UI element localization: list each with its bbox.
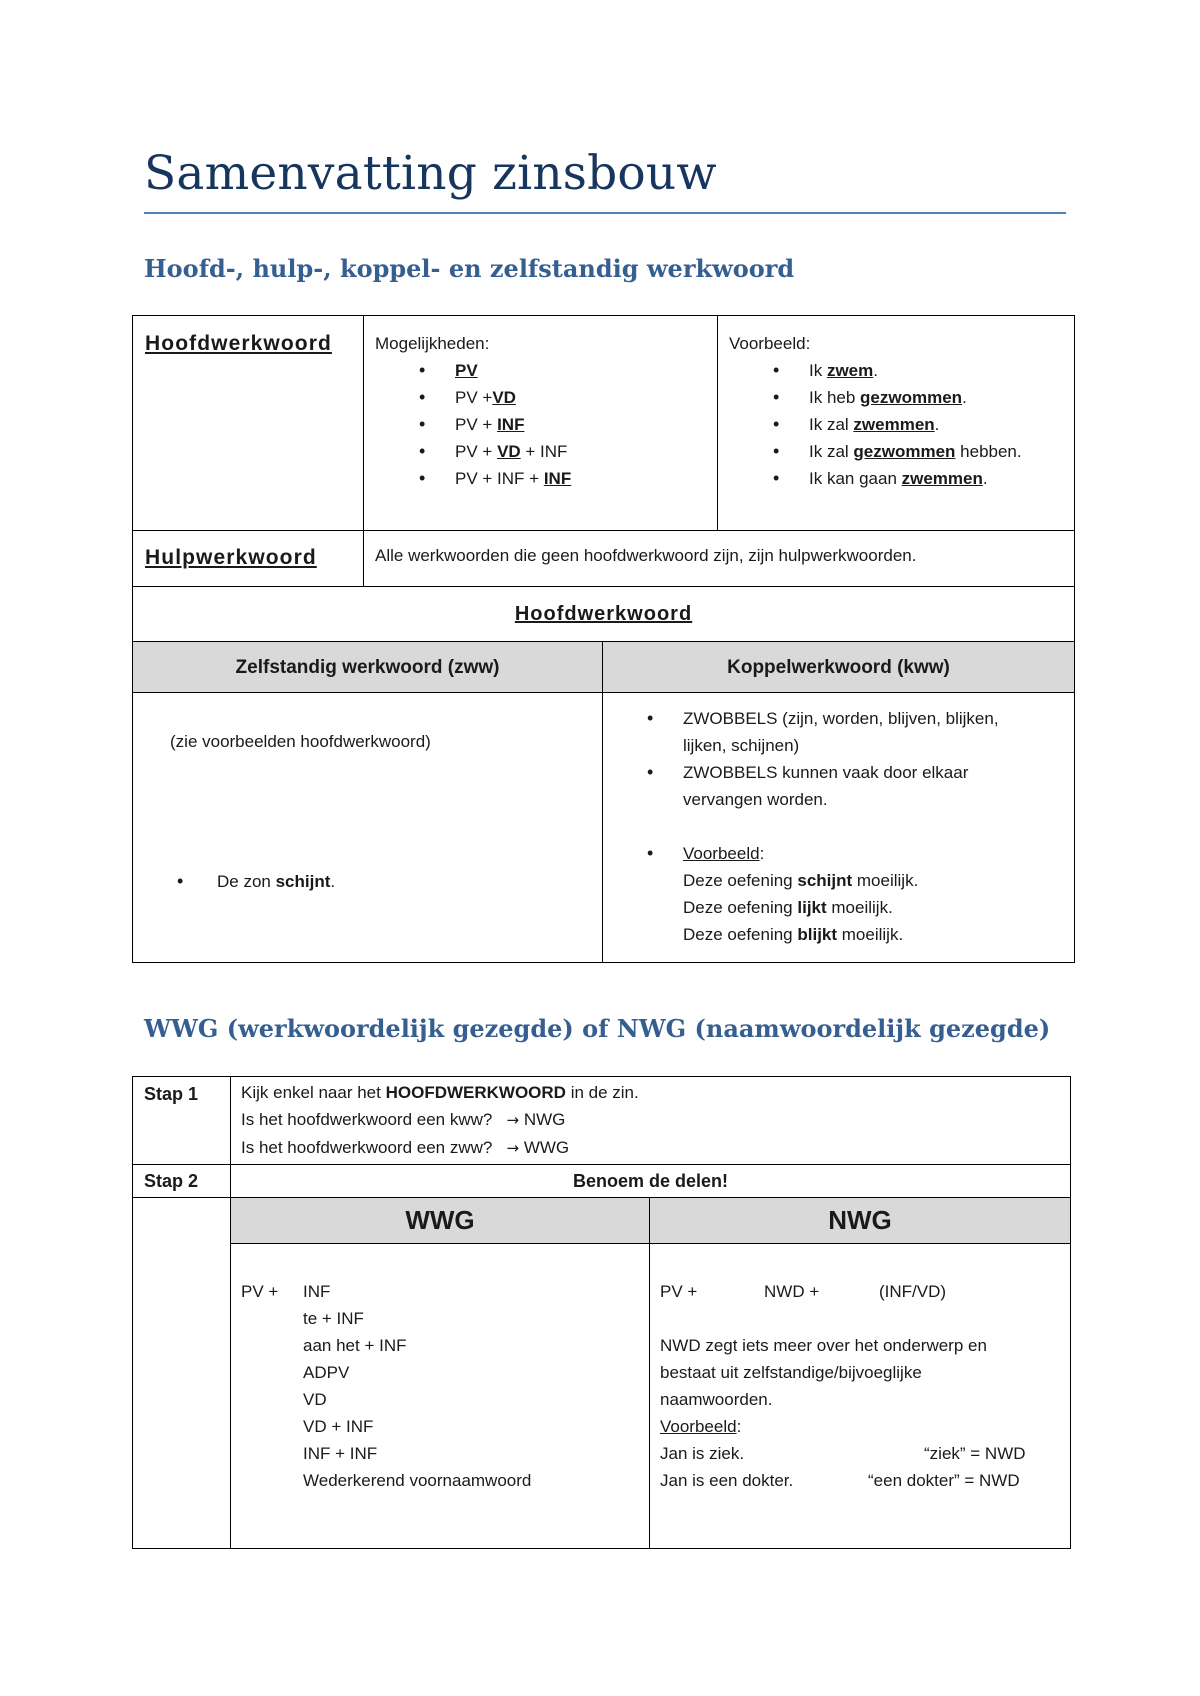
nwg-example-2-result: “een dokter” = NWD <box>868 1471 1020 1490</box>
stap2-spacer <box>133 1198 231 1549</box>
list-item: • Ik heb gezwommen. <box>729 384 1074 411</box>
mogelijkheden-list <box>375 357 717 492</box>
stap2-text: Benoem de delen! <box>231 1165 1071 1198</box>
list-item: • ZWOBBELS (zijn, worden, blijven, blijken, lijken, schijnen) <box>603 705 1074 759</box>
kww-cell <box>603 693 1075 963</box>
zww-example-list <box>133 868 602 895</box>
nwg-example-1-result: “ziek” = NWD <box>924 1444 1026 1463</box>
nwg-cell <box>650 1244 1071 1549</box>
nwg-example-1: Jan is ziek. <box>660 1444 745 1463</box>
kww-list <box>603 705 1074 948</box>
arrow-icon: → <box>506 1111 520 1129</box>
section-heading-werkwoorden: Hoofd-, hulp-, koppel- en zelfstandig werkwoord <box>144 254 795 283</box>
stap1-content: Kijk enkel naar het HOOFDWERKWOORD in de zin. Is het hoofdwerkwoord een kww? → NWG Is het hoofdwerkwoord een zww? → WWG <box>231 1077 1071 1165</box>
list-item: • Ik kan gaan zwemmen. <box>729 465 1074 492</box>
list-item: te + INF <box>303 1309 364 1328</box>
title-underline <box>144 212 1066 214</box>
list-item: • Voorbeeld: Deze oefening schijnt moeilijk. Deze oefening lijkt moeilijk. Deze oefening blijkt moeilijk. <box>603 840 1074 948</box>
list-item: VD <box>303 1390 327 1409</box>
nwg-example-2: Jan is een dokter. <box>660 1471 794 1490</box>
werkwoord-table <box>132 315 1075 587</box>
wwg-list <box>303 1278 531 1494</box>
list-item: • PV +VD <box>375 384 717 411</box>
stap1-label: Stap 1 <box>133 1077 231 1165</box>
nwg-voorbeeld-label: Voorbeeld: <box>660 1417 742 1436</box>
nwg-pv: PV + <box>660 1282 698 1301</box>
list-item: • De zon schijnt. <box>133 868 602 895</box>
list-item: INF <box>303 1282 331 1301</box>
gezegde-table <box>132 1076 1071 1549</box>
voorbeeld-title: Voorbeeld: <box>729 334 811 353</box>
list-item: • PV + INF + INF <box>375 465 717 492</box>
nwg-nwd: NWD + <box>764 1282 820 1301</box>
zww-note: (zie voorbeelden hoofdwerkwoord) <box>170 732 431 751</box>
hulpwerkwoord-label: Hulpwerkwoord <box>133 531 364 587</box>
list-item: VD + INF <box>303 1417 374 1436</box>
zww-kww-table <box>132 586 1075 963</box>
nwg-description: NWD zegt iets meer over het onderwerp en bestaat uit zelfstandige/bijvoeglijke naamwoorden. <box>660 1336 987 1409</box>
list-item: Wederkerend voornaamwoord <box>303 1471 532 1490</box>
kww-header: Koppelwerkwoord (kww) <box>603 642 1075 693</box>
stap2-label: Stap 2 <box>133 1165 231 1198</box>
hulpwerkwoord-text: Alle werkwoorden die geen hoofdwerkwoord zijn, zijn hulpwerkwoorden. <box>364 531 1075 587</box>
list-item: • PV <box>375 357 717 384</box>
list-item: • PV + VD + INF <box>375 438 717 465</box>
arrow-icon: → <box>506 1139 520 1157</box>
page-title: Samenvatting zinsbouw <box>144 146 717 201</box>
nwg-header: NWG <box>650 1198 1071 1244</box>
zww-header: Zelfstandig werkwoord (zww) <box>133 642 603 693</box>
nwg-infvd: (INF/VD) <box>879 1282 947 1301</box>
list-item: • PV + INF <box>375 411 717 438</box>
hoofdwerkwoord-label: Hoofdwerkwoord <box>133 316 364 531</box>
hoofdwerkwoord-subheader: Hoofdwerkwoord <box>133 587 1075 642</box>
mogelijkheden-cell <box>364 316 718 531</box>
list-item: ADPV <box>303 1363 350 1382</box>
voorbeeld-cell <box>718 316 1075 531</box>
wwg-cell <box>231 1244 650 1549</box>
list-item: INF + INF <box>303 1444 378 1463</box>
wwg-pv: PV + <box>241 1282 279 1301</box>
voorbeeld-list <box>729 357 1074 492</box>
list-item: • Ik zal zwemmen. <box>729 411 1074 438</box>
list-item: • Ik zwem. <box>729 357 1074 384</box>
wwg-header: WWG <box>231 1198 650 1244</box>
zww-cell <box>133 693 603 963</box>
list-item: • ZWOBBELS kunnen vaak door elkaar vervangen worden. <box>603 759 1074 813</box>
section-heading-gezegde: WWG (werkwoordelijk gezegde) of NWG (naamwoordelijk gezegde) <box>144 1014 1051 1043</box>
list-item: • Ik zal gezwommen hebben. <box>729 438 1074 465</box>
mogelijkheden-title: Mogelijkheden: <box>375 334 490 353</box>
list-item: aan het + INF <box>303 1336 407 1355</box>
